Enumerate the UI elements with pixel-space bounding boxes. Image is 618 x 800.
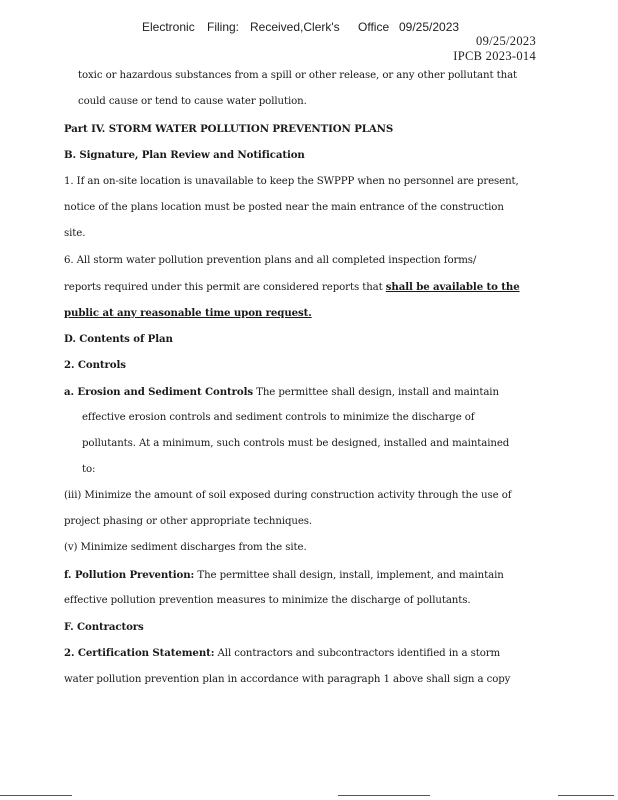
item-2-line-2: water pollution prevention plan in accordance with paragraph 1 above shall sign a copy (64, 674, 511, 685)
footer-rule-right (558, 795, 614, 796)
item-6-emphasis-2: public at any reasonable time upon request. (64, 307, 312, 319)
item-iii-line-1: (iii) Minimize the amount of soil exposed during construction activity through the use of (64, 490, 512, 501)
intro-line-1: toxic or hazardous substances from a spill or other release, or any other pollutant that (78, 70, 518, 81)
part-iv-heading: Part IV. STORM WATER POLLUTION PREVENTION PLANS (64, 123, 394, 135)
item-f-title: Pollution Prevention: (74, 569, 195, 581)
header-filing: Filing: (207, 20, 240, 34)
item-iii-line-2: project phasing or other appropriate techniques. (64, 516, 313, 527)
item-1-line-3: site. (64, 228, 86, 239)
stamp-case-number: IPCB 2023-014 (453, 49, 536, 63)
section-b-heading: B. Signature, Plan Review and Notification (64, 149, 305, 161)
intro-line-2: could cause or tend to cause water pollution. (78, 96, 307, 107)
item-2-title: Certification Statement: (77, 647, 215, 659)
controls-heading: 2. Controls (64, 359, 126, 371)
item-6-line-2 (64, 281, 520, 293)
item-a-line-2: effective erosion controls and sediment controls to minimize the discharge of (82, 412, 475, 423)
item-f-line-2: effective pollution prevention measures to minimize the discharge of pollutants. (64, 595, 471, 606)
footer-rule-middle (338, 795, 430, 796)
item-a-line-4: to: (82, 464, 96, 475)
header-date: 09/25/2023 (399, 20, 460, 34)
item-v-line-1: (v) Minimize sediment discharges from the site. (64, 542, 307, 553)
item-2-label: 2. (64, 647, 78, 659)
item-f-line-1 (64, 569, 504, 581)
item-f-label: f. (64, 569, 75, 581)
item-a-line-3: pollutants. At a minimum, such controls must be designed, installed and maintained (82, 438, 510, 449)
item-1-line-2: notice of the plans location must be posted near the main entrance of the construction (64, 202, 504, 213)
footer-rule-left (0, 795, 72, 796)
item-2-line-1 (64, 647, 500, 659)
item-f-line-1-text: The permittee shall design, install, implement, and maintain (194, 570, 504, 581)
item-a-line-1-text: The permittee shall design, install and maintain (253, 387, 499, 398)
header-electronic: Electronic (142, 20, 195, 34)
item-6-line-1: 6. All storm water pollution prevention plans and all completed inspection forms/ (64, 255, 477, 266)
item-a-label: a. (64, 386, 78, 398)
item-a-line-1 (64, 386, 499, 398)
section-f-heading: F. Contractors (64, 621, 144, 633)
item-1-line-1: 1. If an on-site location is unavailable to keep the SWPPP when no personnel are present, (64, 176, 519, 187)
item-2-line-1-text: All contractors and subcontractors identified in a storm (214, 648, 501, 659)
item-a-title: Erosion and Sediment Controls (77, 386, 254, 398)
header-received: Received,Clerk's (250, 20, 340, 34)
item-6-emphasis-1: shall be available to the (385, 281, 520, 293)
item-6-line-2-text: reports required under this permit are considered reports that (64, 282, 386, 293)
stamp-date: 09/25/2023 (476, 34, 536, 48)
section-d-heading: D. Contents of Plan (64, 333, 173, 345)
header-office: Office (358, 20, 390, 34)
